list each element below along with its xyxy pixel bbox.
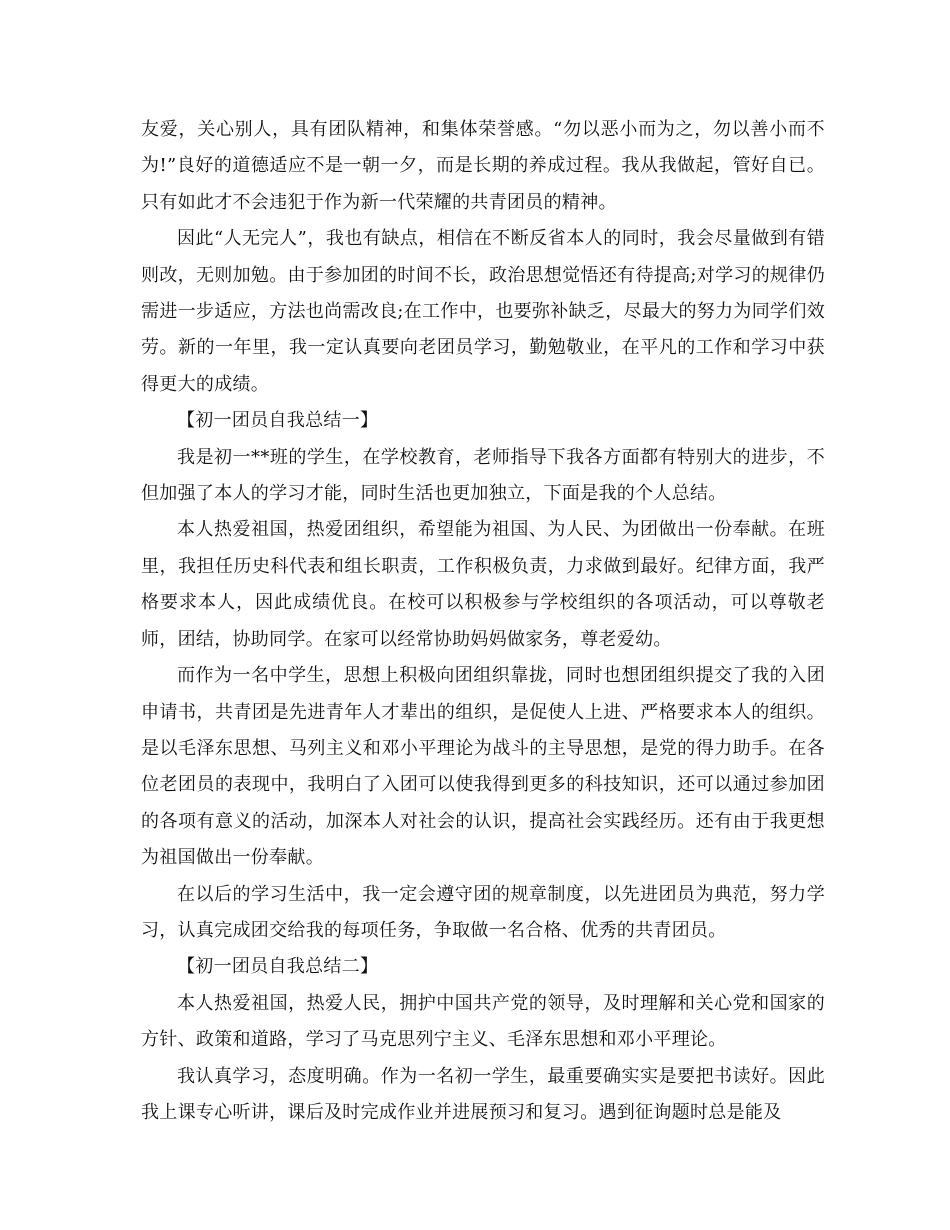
section-heading-summary-two: 【初一团员自我总结二】 <box>177 956 379 978</box>
paragraph-future-plans: 在以后的学习生活中，我一定会遵守团的规章制度，以先进团员为典范，努力学习，认真完成团交给我的每项任务，争取做一名合格、优秀的共青团员。 <box>141 883 825 941</box>
paragraph-patriotism: 本人热爱祖国，热爱团组织，希望能为祖国、为人民、为团做出一份奉献。在班里，我担任历史科代表和组长职责，工作积极负责，力求做到最好。纪律方面，我严格要求本人，因此成绩优良。在校可以积极参与学校组织的各项活动，可以尊敬老师，团结，协助同学。在家可以经常协助妈妈做家务，尊老爱幼。 <box>141 519 825 650</box>
paragraph-shortcomings: 因此“人无完人”，我也有缺点，相信在不断反省本人的同时，我会尽量做到有错则改，无则加勉。由于参加团的时间不长，政治思想觉悟还有待提高;对学习的规律仍需进一步适应，方法也尚需改良;在工作中，也要弥补缺乏，尽最大的努力为同学们效劳。新的一年里，我一定认真要向老团员学习，勤勉敬业，在平凡的工作和学习中获得更大的成绩。 <box>141 228 825 395</box>
document-body <box>141 112 825 1131</box>
paragraph-introduction: 我是初一**班的学生，在学校教育，老师指导下我各方面都有特别大的进步，不但加强了本人的学习才能，同时生活也更加独立，下面是我的个人总结。 <box>141 446 825 505</box>
paragraph-continuation: 友爱，关心别人，具有团队精神，和集体荣誉感。“勿以恶小而为之，勿以善小而不为!”良好的道德适应不是一朝一夕，而是长期的养成过程。我从我做起，管好自已。只有如此才不会违犯于作为新一代荣耀的共青团员的精神。 <box>141 119 825 213</box>
paragraph-study-attitude: 我认真学习，态度明确。作为一名初一学生，最重要确实实是要把书读好。因此我上课专心听讲，课后及时完成作业并进展预习和复习。遇到征询题时总是能及 <box>141 1065 825 1123</box>
section-heading-summary-one: 【初一团员自我总结一】 <box>177 410 379 432</box>
paragraph-league-application: 而作为一名中学生，思想上积极向团组织靠拢，同时也想团组织提交了我的入团申请书，共青团是先进青年人才辈出的组织，是促使人上进、严格要求本人的组织。是以毛泽东思想、马列主义和邓小平理论为战斗的主导思想，是党的得力助手。在各位老团员的表现中，我明白了入团可以使我得到更多的科技知识，还可以通过参加团的各项有意义的活动，加深本人对社会的认识，提高社会实践经历。还有由于我更想为祖国做出一份奉献。 <box>141 665 825 869</box>
paragraph-political-stance: 本人热爱祖国，热爱人民，拥护中国共产党的领导，及时理解和关心党和国家的方针、政策和道路，学习了马克思列宁主义、毛泽东思想和邓小平理论。 <box>141 992 825 1051</box>
